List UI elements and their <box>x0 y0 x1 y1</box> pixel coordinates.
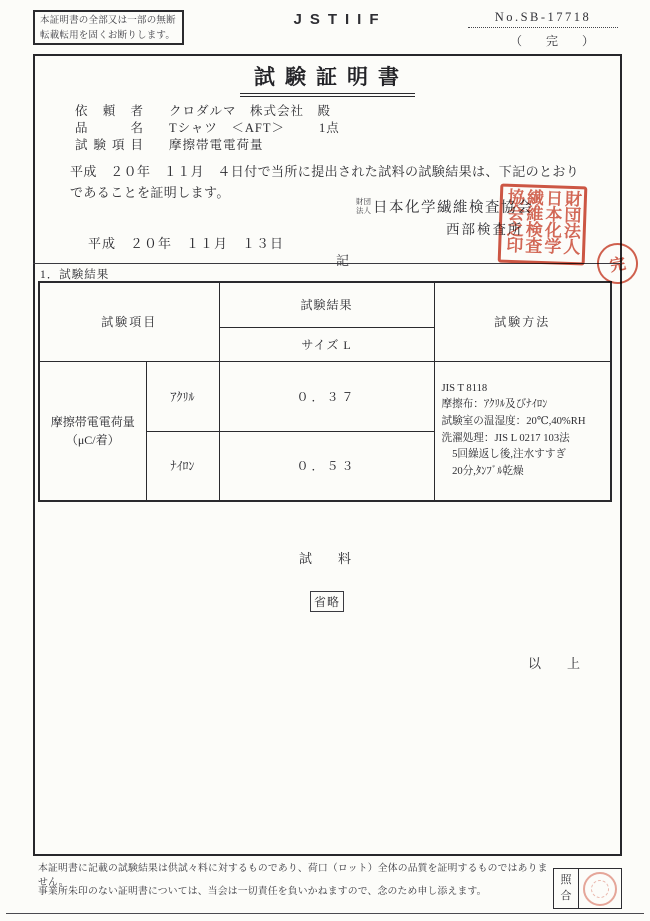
results-table <box>38 281 612 502</box>
client-row <box>75 101 595 119</box>
organization-seal-text: 財団法人日本化学繊維検査協会之印 <box>503 187 582 255</box>
verification-box <box>553 868 622 909</box>
col-header-test-method: 試験方法 <box>434 282 611 361</box>
bottom-rule <box>6 913 644 914</box>
footer-note-2: 事業所朱印のない証明書については、当会は一切責任を負いかねますので、念のため申し添えます。 <box>38 886 487 897</box>
group-label: 摩擦帯電電荷量 <box>50 414 135 429</box>
table-row <box>39 361 611 431</box>
issuer-branch: 西部検査所 <box>446 222 524 237</box>
verification-stamp-cell <box>579 869 621 908</box>
issuer-prefix-top: 財団 <box>356 196 371 206</box>
col-header-test-result: 試験結果 <box>219 282 434 327</box>
results-section-label: 1．試験結果 <box>40 269 110 281</box>
product-quantity: 1点 <box>319 121 340 135</box>
test-item-label: 試験項目 <box>75 138 143 152</box>
document-number: No.SB-17718 <box>468 10 618 28</box>
method-line: 洗濯処理：JIS L 0217 103法 <box>441 432 570 444</box>
issuer-prefix-bottom: 法人 <box>356 205 371 215</box>
method-line: 摩擦布：ｱｸﾘﾙ及びﾅｲﾛﾝ <box>441 399 548 411</box>
omitted-box: 省略 <box>310 591 344 612</box>
verification-label: 照合 <box>560 873 572 902</box>
value-acrylic-cell: ０．３７ <box>219 361 434 431</box>
client-value: クロダルマ 株式会社 殿 <box>169 104 332 118</box>
test-item-value: 摩擦帯電電荷量 <box>169 138 264 152</box>
product-row <box>75 118 595 136</box>
issue-date: 平成 ２０年 １１月 １３日 <box>88 236 285 251</box>
col-subheader-size: サイズ L <box>219 327 434 361</box>
material-nylon-cell: ﾅｲﾛﾝ <box>146 431 219 501</box>
end-mark: 以 上 <box>528 656 581 671</box>
notice-line-1: 本証明書の全部又は一部の無断 <box>40 16 176 26</box>
client-label: 依頼者 <box>75 104 143 118</box>
completion-status: （ 完 ） <box>509 34 600 48</box>
issuer-legal-prefix <box>356 198 371 215</box>
notice-line-2: 転載転用を固くお断りします。 <box>40 30 176 41</box>
footer-note-1: 本証明書に記載の試験結果は供試々料に対するものであり、荷口（ロット）全体の品質を証明するものではありません。 <box>38 863 548 888</box>
product-value: Tシャツ ＜AFT＞ <box>169 121 286 135</box>
verification-stamp <box>583 872 617 906</box>
brand-text: JSTIIF <box>293 11 387 28</box>
method-line: JIS T 8118 <box>441 382 488 394</box>
value-nylon-cell: ０．５３ <box>219 431 434 501</box>
title-wrap <box>33 61 622 97</box>
reproduction-notice-box <box>33 10 184 45</box>
statement-text: 平成 ２０年 １１月 ４日付で当所に提出された試料の試験結果は、下記のとおりであることを証明します。 <box>70 164 580 200</box>
group-unit: （μC/着） <box>65 432 120 447</box>
verification-label-cell <box>554 869 579 908</box>
issuer-name: 日本化学繊維検査協会 <box>373 200 533 216</box>
page-title: 試験証明書 <box>240 61 415 97</box>
product-label: 品名 <box>75 121 143 135</box>
organization-seal-stamp <box>498 184 588 266</box>
material-acrylic-cell: ｱｸﾘﾙ <box>146 361 219 431</box>
method-line: 試験室の温湿度：20℃,40%RH <box>441 416 586 428</box>
sample-label: 試 料 <box>299 551 352 566</box>
test-item-group-cell <box>39 361 146 501</box>
test-method-cell <box>434 361 611 501</box>
ki-mark: 記 <box>336 253 350 268</box>
test-item-row <box>75 135 595 153</box>
method-line: 20分,ﾀﾝﾌﾞﾙ乾燥 <box>441 466 524 478</box>
col-header-test-item: 試験項目 <box>39 282 219 361</box>
method-line: 5回繰返し後,注水すすぎ <box>441 449 567 461</box>
complete-circle-stamp: 完 <box>594 240 641 287</box>
